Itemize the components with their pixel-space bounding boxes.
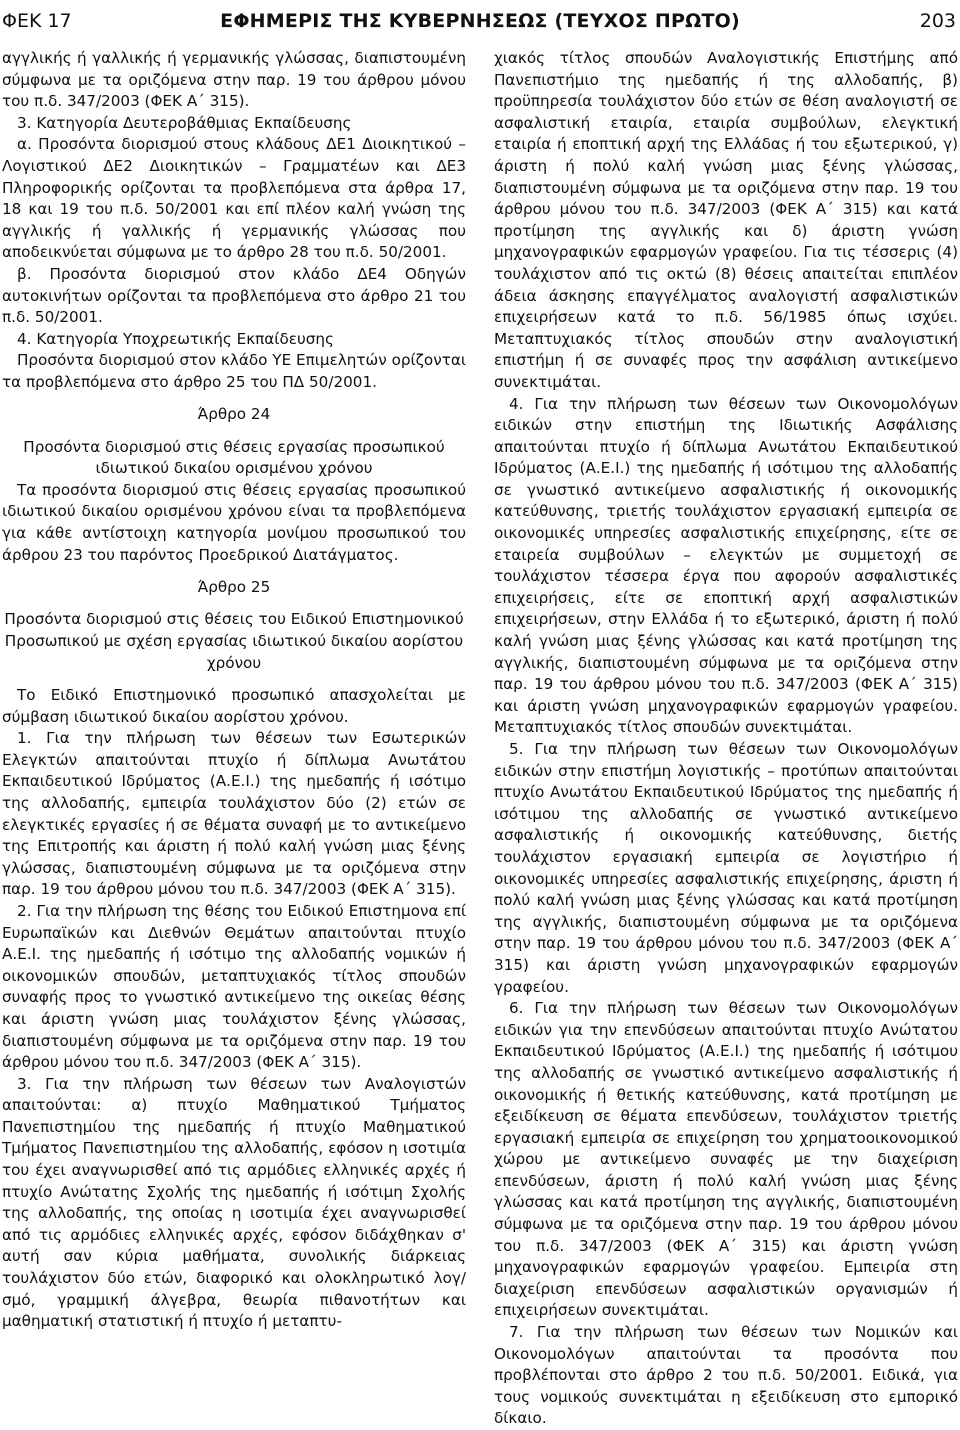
article-title: Προσόντα διορισμού στις θέσεις εργασίας προσωπικού ιδιωτικού δικαίου ορισμένου χρόνου [23, 437, 445, 478]
paragraph: Το Ειδικό Επιστημονικό προσωπικό απασχολείται με σύμβαση ιδιωτικού δικαίου αορίστου χρόνου. [2, 686, 466, 726]
paragraph: β. Προσόντα διορισμού στον κλάδο ΔΕ4 Οδηγών αυτοκινήτων ορίζονται τα προβλεπόμενα στο άρθρο 21 του π.δ. 50/2001. [2, 264, 466, 327]
paragraph: 6. Για την πλήρωση των θέσεων των Οικονομολόγων ειδικών για την επενδύσεων απαιτούνται πτυχίο Ανώτατου Εκπαιδευτικού Ιδρύματος (Α.Ε.Ι.) της ημεδαπής ή ισότιμου της αλλοδαπής σε γνωστικό αντικείμενο ασφαλιστικής ή οικονομικής ή θετικής κατεύθυνσης, κατά προτίμηση με εξειδίκευση σε θέματα επενδύσεων, τουλάχιστον τριετής εργασιακή εμπειρία σε επιχείρηση του χρηματοοικονομικού χώρου με αντικείμενο συναφές με την διαχείριση επενδύσεων, άριστη ή πολύ καλή γνώση μιας ξένης γλώσσας και κατά προτίμηση της αγγλικής, διαπιστουμένη σύμφωνα με τα οριζόμενα στην παρ. 19 του άρθρου μόνου του π.δ. 347/2003 (ΦΕΚ Α΄ 315) και άριστη γνώση μηχανογραφικών εφαρμογών γραφείου. Εμπειρία στη διαχείριση επενδύσεων ασφαλιστικών οργανισμών ή επιχειρήσεων συνεκτιμάται. [494, 999, 958, 1320]
paragraph: 7. Για την πλήρωση των θέσεων των Νομικών και Οικονομολόγων απαιτούνται τα προσόντα που προβλέπονται στο άρθρο 2 του π.δ. 50/2001. Ειδικά, για τους νομικούς συνεκτιμάται η εξειδίκευση στο εμπορικό δίκαιο. [494, 1323, 958, 1428]
paragraph: 3. Για την πλήρωση των θέσεων των Αναλογιστών απαιτούνται: α) πτυχίο Μαθηματικού Τμήματος Πανεπιστημίου της ημεδαπής ή πτυχίο Μαθηματικού Τμήματος Πανεπιστημίου της αλλοδαπής, εφόσον η ισοτιμία του έχει αναγνωρισθεί από τις αρμόδιες ελληνικές αρχές ή πτυχίο Ανώτατης Σχολής της ημεδαπής ή ισότιμη Σχολής της αλλοδαπής, της οποίας η ισοτιμία έχει αναγνωρισθεί από τις αρμόδιες ελληνικές αρχές, εφόσον διδάχθηκαν σ' αυτή σαν κύρια μαθήματα, συνολικής διάρκειας τουλάχιστον δύο ετών, διαφορικό και ολοκληρωτικό λογ/σμό, γραμμική άλγεβρα, θεωρία πιθανοτήτων και μαθηματική στατιστική ή πτυχίο ή μεταπτυ- [2, 1074, 466, 1331]
gazette-title: ΕΦΗΜΕΡΙΣ ΤΗΣ ΚΥΒΕΡΝΗΣΕΩΣ (ΤΕΥΧΟΣ ΠΡΩΤΟ) [220, 10, 740, 32]
paragraph: αγγλικής ή γαλλικής ή γερμανικής γλώσσας, διαπιστουμένη σύμφωνα με τα οριζόμενα στην παρ. 19 του άρθρου μόνου του π.δ. 347/2003 (ΦΕΚ Α΄ 315). [2, 49, 466, 111]
right-column [494, 48, 958, 1430]
article-heading: Άρθρο 25 [197, 578, 271, 597]
paragraph: Προσόντα διορισμού στον κλάδο ΥΕ Επιμελητών ορίζονται τα προβλεπόμενα στο άρθρο 25 του ΠΔ 50/2001. [2, 351, 466, 391]
article-heading: Άρθρο 24 [197, 405, 271, 424]
page-header [0, 6, 960, 36]
paragraph: 4. Για την πλήρωση των θέσεων των Οικονομολόγων ειδικών στην επιστήμη της Ιδιωτικής Ασφάλισης απαιτούνται πτυχίο ή δίπλωμα Ανωτάτου Εκπαιδευτικού Ιδρύματος (Α.Ε.Ι.) της ημεδαπής ή ισότιμου της αλλοδαπής σε γνωστικό αντικείμενο ασφαλιστικής ή οικονομικής κατεύθυνσης, τριετής τουλάχιστον εργασιακή εμπειρία σε οικονομικές υπηρεσίες ασφαλιστικής επιχείρησης, είτε σε εταιρεία συμβούλων – ελεγκτών με συμμετοχή σε τουλάχιστον τέσσερα έργα που αφορούν ασφαλιστικές επιχειρήσεις, είτε σε εποπτική αρχή ασφαλιστικών επιχειρήσεων, στην Ελλάδα ή το εξωτερικό, άριστη ή πολύ καλή γνώση μιας ξένης γλώσσας και κατά προτίμηση της αγγλικής, διαπιστουμένη σύμφωνα με τα οριζόμενα στην παρ. 19 του άρθρου μόνου του π.δ. 347/2003 (ΦΕΚ Α΄ 315) και άριστη γνώση μηχανογραφικών εφαρμογών γραφείου. Μεταπτυχιακός τίτλος σπουδών συνεκτιμάται. [494, 394, 958, 737]
left-column [2, 48, 466, 1333]
paragraph: α. Προσόντα διορισμού στους κλάδους ΔΕ1 Διοικητικού – Λογιστικού ΔΕ2 Διοικητικών – Γραμματέων και ΔΕ3 Πληροφορικής ορίζονται τα προβλεπόμενα στα άρθρα 17, 18 και 19 του π.δ. 50/2001 και επί πλέον καλή γνώση της αγγλικής ή γαλλικής ή γερμανικής γλώσσας που αποδεικνύεται σύμφωνα με το άρθρο 28 του π.δ. 50/2001. [2, 135, 466, 262]
paragraph: 2. Για την πλήρωση της θέσης του Ειδικού Επιστημονα επί Ευρωπαϊκών και Διεθνών Θεμάτων απαιτούνται πτυχίο Α.Ε.Ι. της ημεδαπής ή ισότιμο της αλλοδαπής νομικών ή οικονομικών σπουδών, μεταπτυχιακός τίτλος σπουδών συναφής προς το γνωστικό αντικείμενο της οικείας θέσης και άριστη γνώση μιας τουλάχιστον ξένης γλώσσας, διαπιστουμένη σύμφωνα με τα οριζόμενα στην παρ. 19 του άρθρου μόνου του π.δ. 347/2003 (ΦΕΚ Α΄ 315). [2, 901, 466, 1072]
section-heading: 3. Κατηγορία Δευτεροβάθμιας Εκπαίδευσης [17, 113, 352, 132]
paragraph: 5. Για την πλήρωση των θέσεων των Οικονομολόγων ειδικών στην επιστήμη λογιστικής – προτύπων απαιτούνται πτυχίο Ανωτάτου Εκπαιδευτικού Ιδρύματος της ημεδαπής ή ισότιμου της αλλοδαπής σε γνωστικό αντικείμενο ασφαλιστικής ή οικονομικής κατεύθυνσης, διετής τουλάχιστον εργασιακή εμπειρία σε λογιστήριο ή οικονομικές υπηρεσίες ασφαλιστικής επιχείρησης, άριστη ή πολύ καλή γνώση μιας ξένης γλώσσας και κατά προτίμηση της αγγλικής, διαπιστουμένη σύμφωνα με τα οριζόμενα στην παρ. 19 του άρθρου μόνου του π.δ. 347/2003 (ΦΕΚ Α΄ 315) και άριστη γνώση μηχανογραφικών εφαρμογών γραφείου. [494, 740, 958, 996]
article-title: Προσόντα διορισμού στις θέσεις του Ειδικού Επιστημονικού Προσωπικού με σχέση εργασίας ιδιωτικού δικαίου αορίστου χρόνου [4, 610, 464, 672]
page-number: 203 [919, 10, 956, 32]
paragraph: 1. Για την πλήρωση των θέσεων των Εσωτερικών Ελεγκτών απαιτούνται πτυχίο ή δίπλωμα Ανωτάτου Εκπαιδευτικού Ιδρύματος (Α.Ε.Ι.) της ημεδαπής ή ισότιμο της αλλοδαπής, εμπειρία τουλάχιστον δύο (2) ετών σε ελεγκτικές εργασίες ή σε θέματα συναφή με το αντικείμενο της Επιτροπής και άριστη ή πολύ καλή γνώση μιας ξένης γλώσσας, διαπιστουμένη σύμφωνα με τα οριζόμενα στην παρ. 19 του άρθρου μόνου του π.δ. 347/2003 (ΦΕΚ Α΄ 315). [2, 729, 466, 899]
section-heading: 4. Κατηγορία Υποχρεωτικής Εκπαίδευσης [17, 329, 334, 348]
paragraph: Τα προσόντα διορισμού στις θέσεις εργασίας προσωπικού ιδιωτικού δικαίου ορισμένου χρόνου είναι τα προβλεπόμενα για κάθε αντίστοιχη κατηγορία μονίμου προσωπικού του άρθρου 23 του παρόντος Προεδρικού Διατάγματος. [2, 480, 466, 564]
issue-number: ΦΕΚ 17 [2, 10, 72, 32]
paragraph: χιακός τίτλος σπουδών Αναλογιστικής Επιστήμης από Πανεπιστήμιο της ημεδαπής ή της αλλοδαπής, β) προϋπηρεσία τουλάχιστον δύο ετών σε θέση αναλογιστή σε ασφαλιστική εταιρία, εταιρία συμβούλων, ελεγκτική εταιρία ή εποπτική αρχή της Ελλάδας ή του εξωτερικού, γ) άριστη ή πολύ καλή γνώση μιας ξένης γλώσσας, διαπιστουμένη σύμφωνα με τα οριζόμενα στην παρ. 19 του άρθρου μόνου του π.δ. 347/2003 (ΦΕΚ Α΄ 315) και κατά προτίμηση της αγγλικής και δ) άριστη γνώση μηχανογραφικών εφαρμογών γραφείου. Για τις τέσσερις (4) τουλάχιστον από τις οκτώ (8) θέσεις απαιτείται επιπλέον άδεια άσκησης επαγγέλματος αναλογιστή ασφαλιστικών επιχειρήσεων κατά το π.δ. 56/1985 όπως ισχύει. Μεταπτυχιακός τίτλος σπουδών στην αναλογιστική επιστήμη ή σε συναφές προς την ασφάλιση αντικείμενο συνεκτιμάται. [494, 49, 958, 391]
